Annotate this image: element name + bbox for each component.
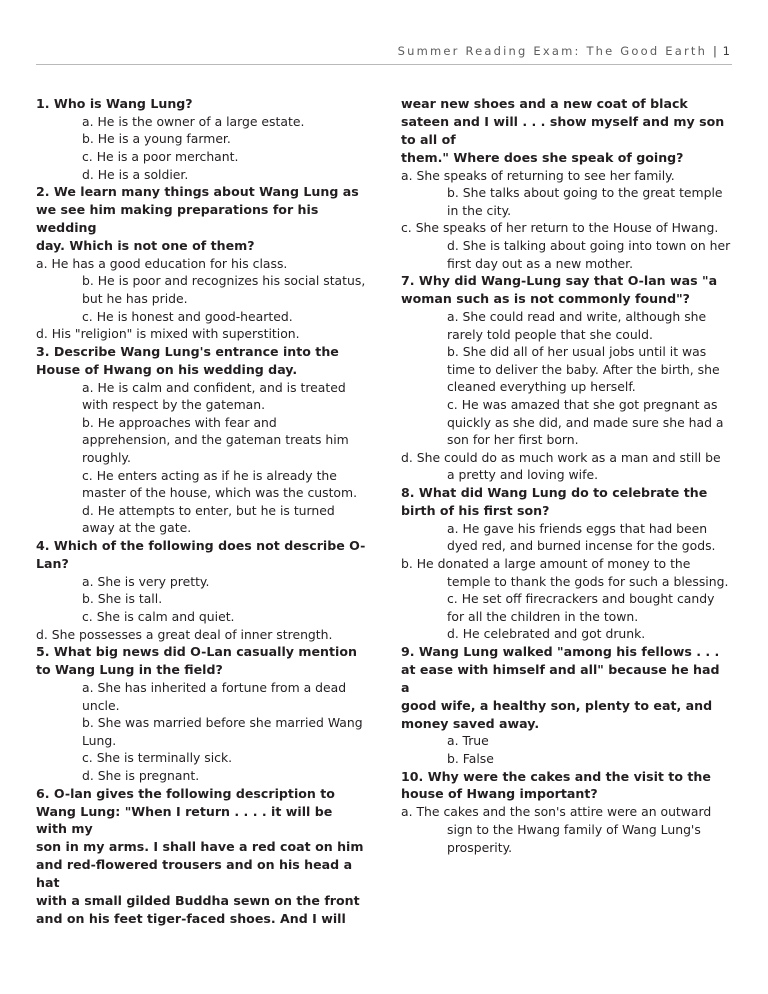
- question-2-text-line2: day. Which is not one of them?: [36, 237, 255, 253]
- choice-item[interactable]: d. He is a soldier.: [82, 166, 189, 182]
- question-7: [401, 272, 732, 484]
- page-header: [36, 44, 732, 65]
- choice-item[interactable]: b. She was married before she married Wang Lung.: [82, 715, 363, 748]
- choice-item[interactable]: d. She could do as much work as a man and still be a pretty and loving wife.: [401, 449, 721, 483]
- question-1-choices: [36, 113, 367, 183]
- choice-item[interactable]: a. The cakes and the son's attire were an outward sign to the Hwang family of Wang Lung's prosperity.: [401, 804, 712, 855]
- question-4-text: 4. Which of the following does not describe O-Lan?: [36, 538, 366, 571]
- question-10: [401, 768, 732, 857]
- question-10-choices: [401, 803, 732, 856]
- question-2-text: 2. We learn many things about Wang Lung as we see him making preparations for his wedding: [36, 184, 359, 236]
- question-8-choices: [401, 520, 732, 643]
- choice-item[interactable]: a. He is the owner of a large estate.: [82, 113, 305, 129]
- question-6-choices: [401, 167, 732, 273]
- question-9-choices: [401, 732, 732, 767]
- header-title: Summer Reading Exam: The Good Earth: [397, 44, 708, 58]
- question-9-text-line2: good wife, a healthy son, plenty to eat, and money saved away.: [401, 697, 713, 731]
- choice-item[interactable]: c. She is calm and quiet.: [82, 609, 235, 625]
- question-3: [36, 343, 367, 537]
- choice-item[interactable]: b. He is a young farmer.: [82, 131, 231, 147]
- choice-item[interactable]: c. He enters acting as if he is already the master of the house, which was the custom.: [82, 467, 358, 501]
- choice-item[interactable]: b. He approaches with fear and apprehension, and the gateman treats him roughly.: [82, 414, 349, 466]
- choice-item[interactable]: c. She speaks of her return to the House of Hwang.: [401, 220, 719, 236]
- choice-item[interactable]: a. She could read and write, although she rarely told people that she could.: [447, 308, 707, 342]
- page-number: 1: [722, 44, 730, 58]
- choice-item[interactable]: a. He has a good education for his class.: [36, 255, 288, 271]
- choice-item[interactable]: d. She is talking about going into town on her first day out as a new mother.: [447, 237, 731, 271]
- choice-item[interactable]: c. She is terminally sick.: [82, 750, 233, 766]
- question-5-text: 5. What big news did O-Lan casually mention to Wang Lung in the field?: [36, 644, 357, 678]
- choice-item[interactable]: c. He is a poor merchant.: [82, 149, 239, 165]
- choice-item[interactable]: b. He donated a large amount of money to the temple to thank the gods for such a blessing.: [401, 555, 729, 589]
- question-10-text: 10. Why were the cakes and the visit to the house of Hwang important?: [401, 768, 711, 802]
- question-1: [36, 95, 367, 183]
- choice-item[interactable]: b. She talks about going to the great temple in the city.: [447, 185, 723, 218]
- choice-item[interactable]: a. He is calm and confident, and is treated with respect by the gateman.: [82, 379, 346, 413]
- choice-item[interactable]: a. She is very pretty.: [82, 573, 210, 589]
- question-6: [36, 785, 367, 928]
- right-column: [401, 95, 732, 928]
- question-5: [36, 643, 367, 784]
- content-columns: [36, 95, 732, 928]
- question-4: [36, 537, 367, 643]
- question-7-text: 7. Why did Wang-Lung say that O-lan was "a woman such as is not commonly found"?: [401, 273, 718, 307]
- question-2: [36, 183, 367, 343]
- question-6-text-line3: with a small gilded Buddha sewn on the front and on his feet tiger-faced shoes. And I will: [36, 892, 360, 926]
- question-3-choices: [36, 379, 367, 537]
- header-separator: |: [712, 44, 717, 58]
- choice-item[interactable]: b. She did all of her usual jobs until it was time to deliver the baby. After the birth, she cleaned everything up herself.: [447, 344, 720, 395]
- choice-item[interactable]: d. She possesses a great deal of inner strength.: [36, 626, 333, 642]
- question-2-choices: [36, 255, 367, 343]
- question-6-text-line2: son in my arms. I shall have a red coat on him and red-flowered trousers and on his head a hat: [36, 839, 364, 891]
- choice-item[interactable]: d. His "religion" is mixed with superstition.: [36, 326, 300, 342]
- choice-item[interactable]: c. He set off firecrackers and bought candy for all the children in the town.: [447, 591, 715, 624]
- question-6-continuation-text: wear new shoes and a new coat of black sateen and I will . . . show myself and my son to all of: [401, 96, 725, 147]
- choice-item[interactable]: b. False: [447, 751, 494, 766]
- left-column: [36, 95, 367, 928]
- question-5-choices: [36, 679, 367, 785]
- question-4-choices: [36, 573, 367, 643]
- question-9-text: 9. Wang Lung walked "among his fellows . . . at ease with himself and all" because he had a: [401, 644, 720, 695]
- choice-item[interactable]: b. She is tall.: [82, 591, 163, 607]
- question-9: [401, 643, 732, 768]
- question-6-continued: [401, 95, 732, 272]
- choice-item[interactable]: b. He is poor and recognizes his social status, but he has pride.: [82, 273, 366, 307]
- choice-item[interactable]: a. True: [447, 733, 489, 749]
- choice-item[interactable]: c. He is honest and good-hearted.: [82, 308, 293, 324]
- question-6-continuation-text-line2: them." Where does she speak of going?: [401, 149, 684, 165]
- choice-item[interactable]: a. She has inherited a fortune from a dead uncle.: [82, 680, 347, 713]
- choice-item[interactable]: c. He was amazed that she got pregnant as quickly as she did, and made sure she had a son for her first born.: [447, 396, 724, 448]
- question-1-text: 1. Who is Wang Lung?: [36, 96, 193, 111]
- choice-item[interactable]: d. She is pregnant.: [82, 768, 200, 784]
- question-7-choices: [401, 308, 732, 484]
- question-3-text: 3. Describe Wang Lung's entrance into the House of Hwang on his wedding day.: [36, 343, 339, 377]
- choice-item[interactable]: d. He attempts to enter, but he is turned away at the gate.: [82, 502, 335, 536]
- question-6-text: 6. O-lan gives the following description to Wang Lung: "When I return . . . . it will be with my: [36, 785, 335, 837]
- choice-item[interactable]: a. He gave his friends eggs that had been dyed red, and burned incense for the gods.: [447, 520, 716, 554]
- choice-item[interactable]: a. She speaks of returning to see her family.: [401, 167, 675, 183]
- choice-item[interactable]: d. He celebrated and got drunk.: [447, 626, 646, 642]
- question-8: [401, 484, 732, 643]
- question-8-text: 8. What did Wang Lung do to celebrate the birth of his first son?: [401, 485, 708, 518]
